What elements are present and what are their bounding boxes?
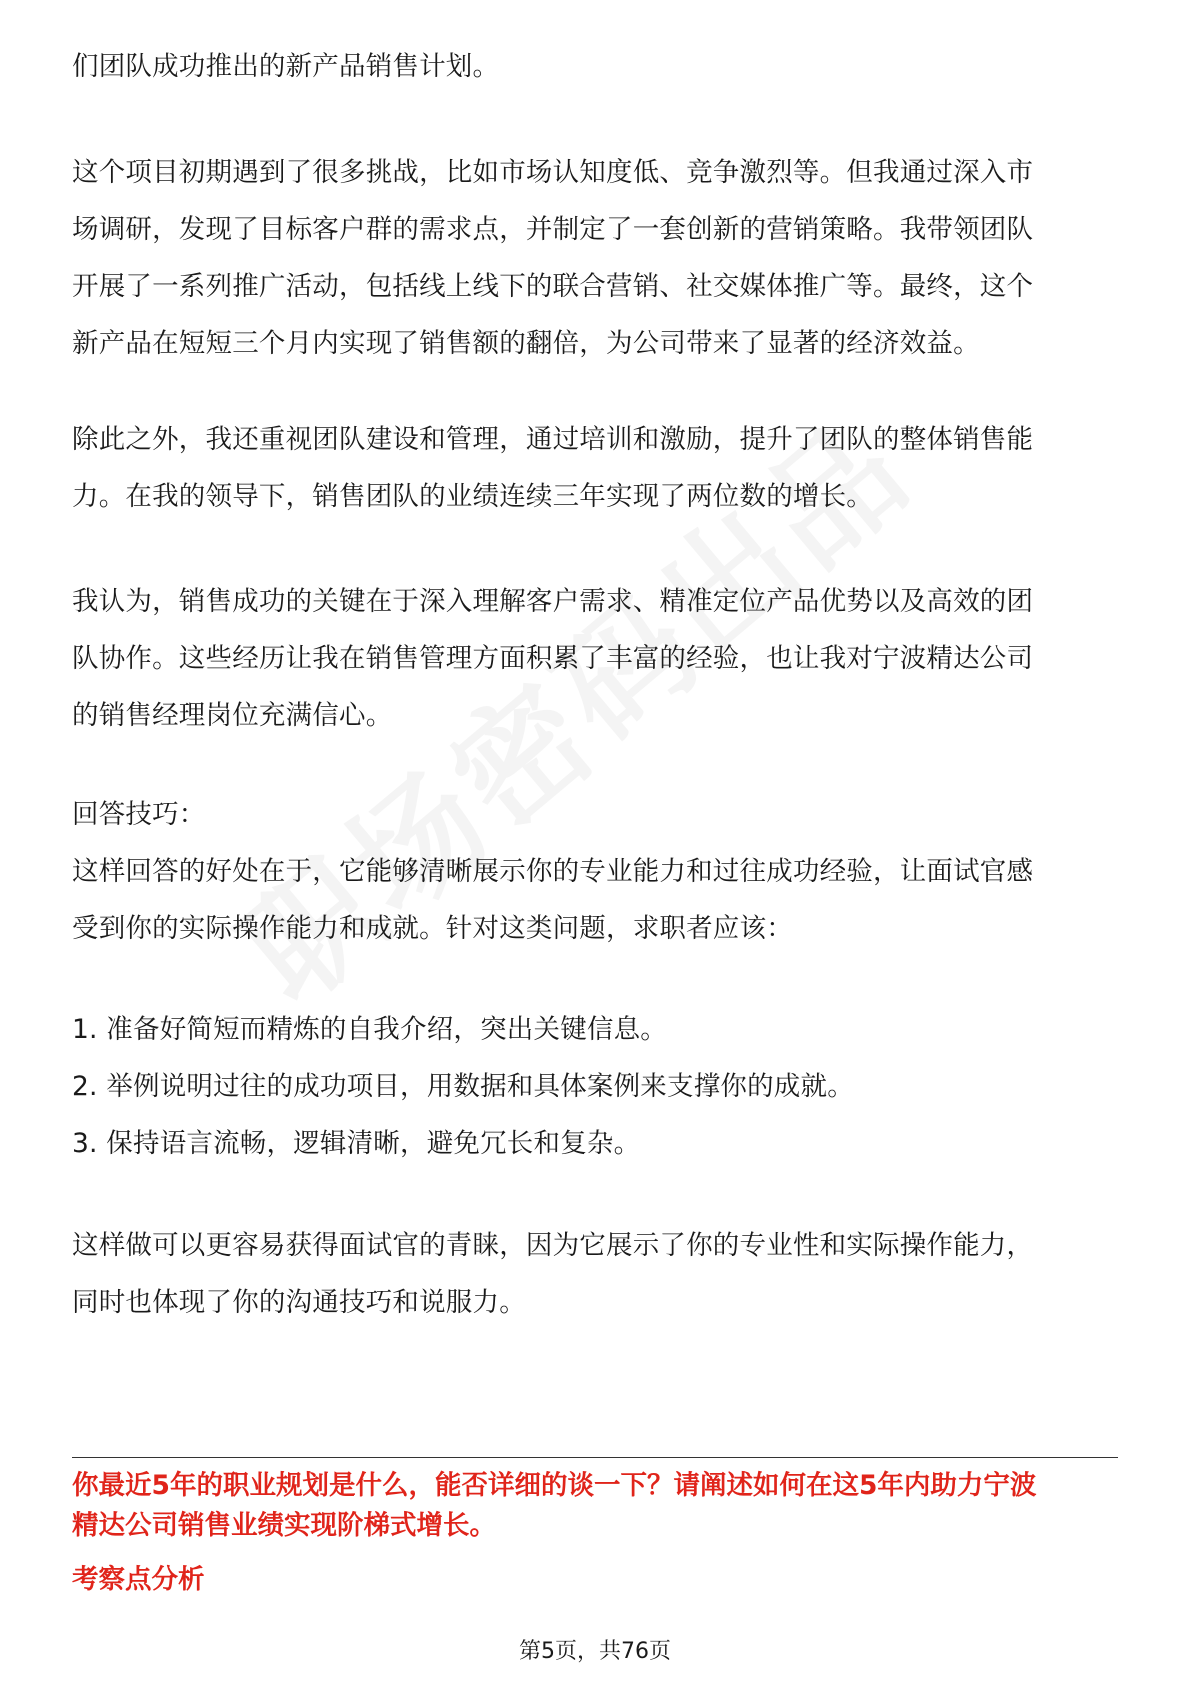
section-divider <box>72 1457 1118 1458</box>
text-line: 这个项目初期遇到了很多挑战，比如市场认知度低、竞争激烈等。但我通过深入市 <box>72 157 1034 188</box>
text-line: 新产品在短短三个月内实现了销售额的翻倍，为公司带来了显著的经济效益。 <box>72 328 980 359</box>
text-line: 队协作。这些经历让我在销售管理方面积累了丰富的经验，也让我对宁波精达公司 <box>72 643 1034 674</box>
text-line: 除此之外，我还重视团队建设和管理，通过培训和激励，提升了团队的整体销售能 <box>72 424 1034 455</box>
text-line: 受到你的实际操作能力和成就。针对这类问题，求职者应该： <box>72 913 793 944</box>
text-line: 这样回答的好处在于，它能够清晰展示你的专业能力和过往成功经验，让面试官感 <box>72 856 1034 887</box>
page-number-footer: 第5页，共76页 <box>519 1639 671 1664</box>
text-line: 场调研，发现了目标客户群的需求点，并制定了一套创新的营销策略。我带领团队 <box>72 214 1034 245</box>
paragraph-intro-tail <box>72 38 1118 95</box>
text-line: 开展了一系列推广活动，包括线上线下的联合营销、社交媒体推广等。最终，这个 <box>72 271 1034 302</box>
analysis-heading: 考察点分析 <box>72 1564 205 1595</box>
tips-list <box>72 1001 1118 1172</box>
text-line: 这样做可以更容易获得面试官的青睐，因为它展示了你的专业性和实际操作能力， <box>72 1230 1034 1261</box>
answer-tips-heading: 回答技巧： <box>72 799 206 830</box>
interview-question <box>72 1466 1118 1546</box>
text-line: 同时也体现了你的沟通技巧和说服力。 <box>72 1287 526 1318</box>
paragraph-answer-tips <box>72 786 1118 957</box>
text-line: 们团队成功推出的新产品销售计划。 <box>72 51 500 82</box>
paragraph-conclusion <box>72 1217 1118 1331</box>
question-line: 你最近5年的职业规划是什么，能否详细的谈一下？请阐述如何在这5年内助力宁波 <box>72 1470 1037 1501</box>
text-line: 力。在我的领导下，销售团队的业绩连续三年实现了两位数的增长。 <box>72 481 873 512</box>
list-item: 3. 保持语言流畅，逻辑清晰，避免冗长和复杂。 <box>72 1128 641 1159</box>
list-item: 2. 举例说明过往的成功项目，用数据和具体案例来支撑你的成就。 <box>72 1071 854 1102</box>
text-line: 我认为，销售成功的关键在于深入理解客户需求、精准定位产品优势以及高效的团 <box>72 586 1034 617</box>
paragraph-success-keys <box>72 573 1118 744</box>
text-line: 的销售经理岗位充满信心。 <box>72 700 393 731</box>
paragraph-project-challenges <box>72 144 1118 372</box>
question-line: 精达公司销售业绩实现阶梯式增长。 <box>72 1510 496 1541</box>
list-item: 1. 准备好简短而精炼的自我介绍，突出关键信息。 <box>72 1014 668 1045</box>
paragraph-team-building <box>72 411 1118 525</box>
